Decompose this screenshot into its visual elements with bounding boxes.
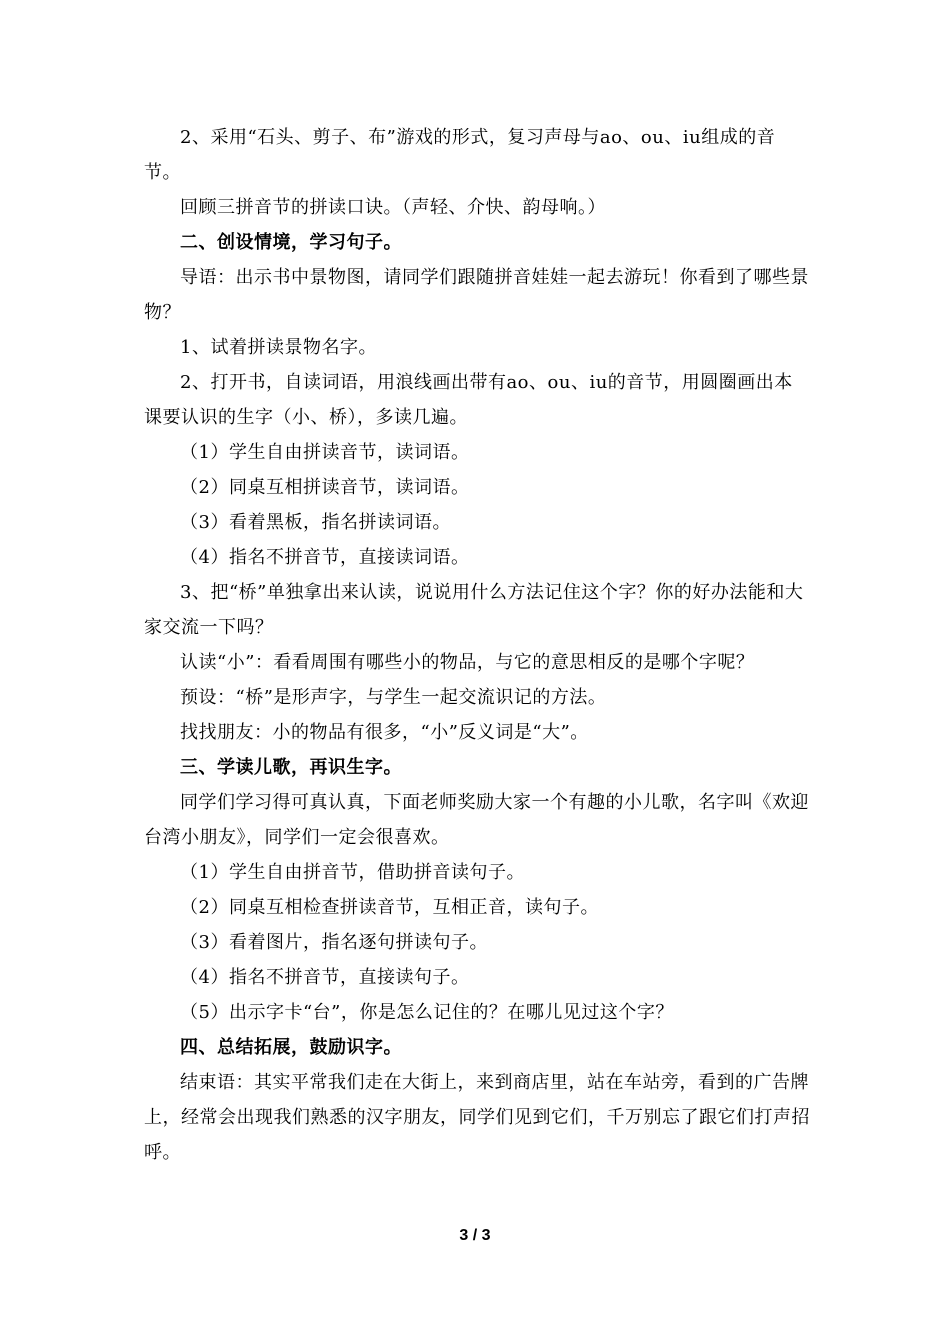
paragraph: 1、试着拼读景物名字。 (180, 337, 377, 358)
document-body (144, 120, 810, 1170)
list-item: （3）看着黑板，指名拼读词语。 (180, 512, 451, 533)
list-item: （1）学生自由拼读音节，读词语。 (180, 442, 470, 463)
section-heading: 二、创设情境，学习句子。 (180, 232, 402, 253)
list-item: （4）指名不拼音节，直接读句子。 (180, 967, 470, 988)
page-number: 3 / 3 (459, 1227, 491, 1244)
paragraph: 认读“小”：看看周围有哪些小的物品，与它的意思相反的是哪个字呢？ (180, 652, 755, 673)
list-item: （1）学生自由拼音节，借助拼音读句子。 (180, 862, 525, 883)
list-item: （3）看着图片，指名逐句拼读句子。 (180, 932, 488, 953)
list-item: （4）指名不拼音节，直接读词语。 (180, 547, 470, 568)
list-item: （2）同桌互相拼读音节，读词语。 (180, 477, 470, 498)
paragraph: 同学们学习得可真认真，下面老师奖励大家一个有趣的小儿歌，名字叫《欢迎台湾小朋友》，同学们一定会很喜欢。 (144, 792, 809, 848)
paragraph: 预设：“桥”是形声字，与学生一起交流识记的方法。 (180, 687, 607, 708)
paragraph: 2、采用“石头、剪子、布”游戏的形式，复习声母与ao、ou、iu组成的音节。 (144, 127, 776, 183)
paragraph: 导语：出示书中景物图，请同学们跟随拼音娃娃一起去游玩！你看到了哪些景物？ (144, 267, 809, 323)
section-heading: 四、总结拓展，鼓励识字。 (180, 1037, 402, 1058)
section-heading: 三、学读儿歌，再识生字。 (180, 757, 402, 778)
list-item: （2）同桌互相检查拼读音节，互相正音，读句子。 (180, 897, 599, 918)
paragraph: 结束语：其实平常我们走在大街上，来到商店里，站在车站旁，看到的广告牌上，经常会出现我们熟悉的汉字朋友，同学们见到它们，千万别忘了跟它们打声招呼。 (144, 1072, 810, 1163)
paragraph: 找找朋友：小的物品有很多，“小”反义词是“大”。 (180, 722, 589, 743)
paragraph: 2、打开书，自读词语，用浪线画出带有ao、ou、iu的音节，用圆圈画出本课要认识的生字（小、桥），多读几遍。 (144, 372, 793, 428)
paragraph: 回顾三拼音节的拼读口诀。（声轻、介快、韵母响。） (180, 197, 606, 218)
paragraph: 3、把“桥”单独拿出来认读，说说用什么方法记住这个字？你的好办法能和大家交流一下吗？ (144, 582, 804, 638)
list-item: （5）出示字卡“台”，你是怎么记住的？在哪儿见过这个字？ (180, 1002, 674, 1023)
